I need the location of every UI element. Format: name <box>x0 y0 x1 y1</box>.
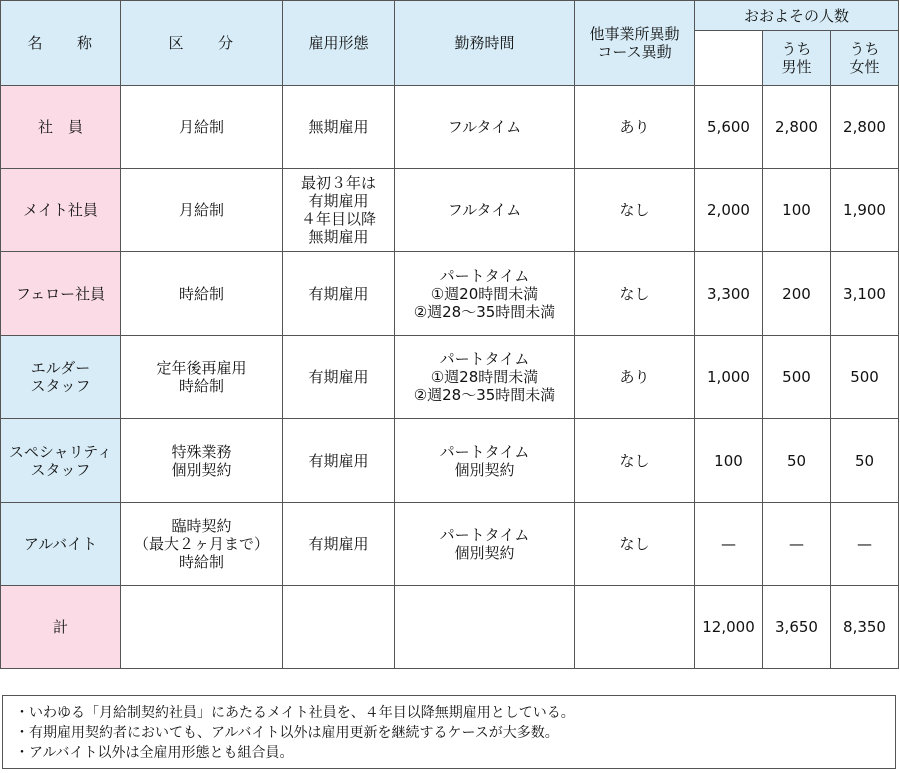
table-row <box>1 169 899 252</box>
row-female: 500 <box>831 336 899 419</box>
row-employment: 有期雇用 <box>283 503 395 586</box>
table-row <box>1 419 899 503</box>
total-row <box>1 586 899 669</box>
row-male: 200 <box>763 252 831 336</box>
row-category: 特殊業務 個別契約 <box>121 419 283 503</box>
row-male: — <box>763 503 831 586</box>
row-male: 500 <box>763 336 831 419</box>
row-employment: 無期雇用 <box>283 86 395 169</box>
row-total: — <box>695 503 763 586</box>
row-male: 2,800 <box>763 86 831 169</box>
row-hours: フルタイム <box>395 169 575 252</box>
row-hours: パートタイム ①週20時間未満 ②週28～35時間未満 <box>395 252 575 336</box>
row-transfer: あり <box>575 336 695 419</box>
row-employment: 有期雇用 <box>283 419 395 503</box>
row-hours: フルタイム <box>395 86 575 169</box>
row-name: 社 員 <box>1 86 121 169</box>
row-total: 2,000 <box>695 169 763 252</box>
row-category: 定年後再雇用 時給制 <box>121 336 283 419</box>
row-category: 時給制 <box>121 252 283 336</box>
header-hours: 勤務時間 <box>395 1 575 86</box>
row-total: 3,300 <box>695 252 763 336</box>
note-line: ・有期雇用契約者においても、アルバイト以外は雇用更新を継続するケースが大多数。 <box>15 725 559 741</box>
row-name: フェロー社員 <box>1 252 121 336</box>
total-female: 8,350 <box>831 586 899 669</box>
row-hours: パートタイム 個別契約 <box>395 503 575 586</box>
header-male: うち 男性 <box>763 31 831 86</box>
row-name: エルダー スタッフ <box>1 336 121 419</box>
row-hours: パートタイム 個別契約 <box>395 419 575 503</box>
header-name: 名 称 <box>1 1 121 86</box>
header-category: 区 分 <box>121 1 283 86</box>
note-line: ・アルバイト以外は全雇用形態とも組合員。 <box>15 745 294 761</box>
header-employment: 雇用形態 <box>283 1 395 86</box>
row-category: 月給制 <box>121 169 283 252</box>
header-count: おおよその人数 <box>695 1 899 31</box>
row-transfer: なし <box>575 503 695 586</box>
notes-box <box>2 695 896 769</box>
total-male: 3,650 <box>763 586 831 669</box>
row-male: 100 <box>763 169 831 252</box>
table-row <box>1 86 899 169</box>
row-female: — <box>831 503 899 586</box>
row-transfer: なし <box>575 419 695 503</box>
row-female: 1,900 <box>831 169 899 252</box>
total-label: 計 <box>1 586 121 669</box>
row-transfer: なし <box>575 252 695 336</box>
table-row <box>1 252 899 336</box>
row-female: 2,800 <box>831 86 899 169</box>
row-hours: パートタイム ①週28時間未満 ②週28～35時間未満 <box>395 336 575 419</box>
row-category: 臨時契約 （最大２ヶ月まで） 時給制 <box>121 503 283 586</box>
row-transfer: あり <box>575 86 695 169</box>
total-count: 12,000 <box>695 586 763 669</box>
row-name: スペシャリティ スタッフ <box>1 419 121 503</box>
row-name: アルバイト <box>1 503 121 586</box>
row-category: 月給制 <box>121 86 283 169</box>
row-transfer: なし <box>575 169 695 252</box>
row-female: 3,100 <box>831 252 899 336</box>
header-transfer: 他事業所異動 コース異動 <box>575 1 695 86</box>
row-male: 50 <box>763 419 831 503</box>
row-total: 1,000 <box>695 336 763 419</box>
table-row <box>1 336 899 419</box>
row-female: 50 <box>831 419 899 503</box>
row-name: メイト社員 <box>1 169 121 252</box>
row-employment: 有期雇用 <box>283 336 395 419</box>
row-employment: 有期雇用 <box>283 252 395 336</box>
row-employment: 最初３年は 有期雇用 ４年目以降 無期雇用 <box>283 169 395 252</box>
note-line: ・いわゆる「月給制契約社員」にあたるメイト社員を、４年目以降無期雇用としている。 <box>15 705 575 721</box>
table-row <box>1 503 899 586</box>
row-total: 100 <box>695 419 763 503</box>
row-total: 5,600 <box>695 86 763 169</box>
header-female: うち 女性 <box>831 31 899 86</box>
